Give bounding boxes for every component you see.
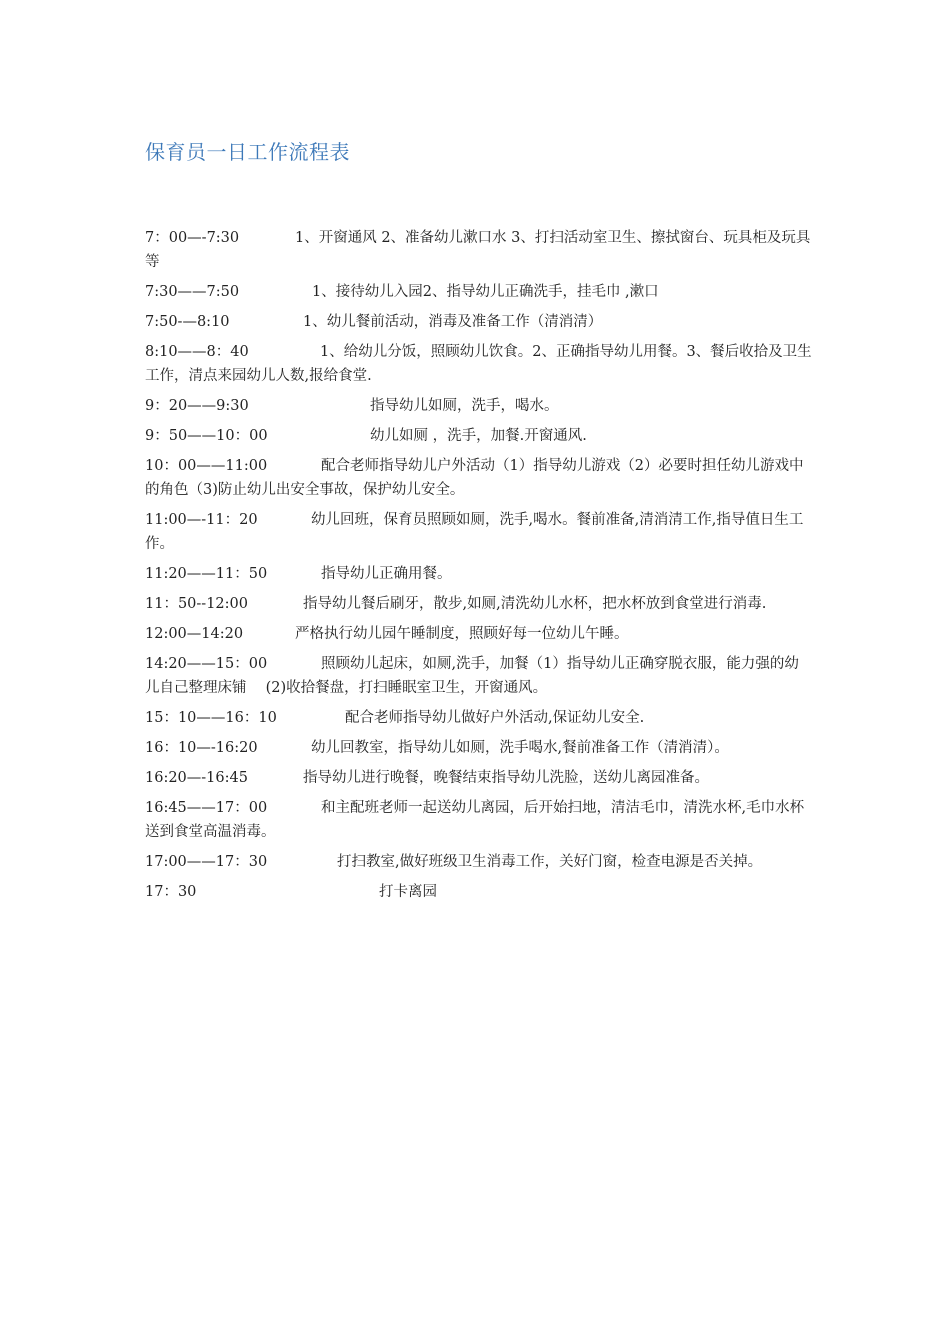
schedule-entry [145, 424, 813, 448]
entry-task: 指导幼儿正确用餐。 [321, 566, 452, 582]
page-title: 保育员一日工作流程表 [145, 140, 350, 164]
schedule-entry [145, 310, 813, 334]
entry-task: 1、开窗通风 2、准备幼儿漱口水 3、打扫活动室卫生、擦拭窗台、玩具柜及玩具等 [145, 230, 811, 270]
entry-task: 幼儿回教室，指导幼儿如厕，洗手喝水,餐前准备工作（清消清）。 [311, 740, 729, 756]
schedule-entry [145, 622, 813, 646]
entry-time: 14:20——15：00 [145, 656, 268, 672]
entry-time: 7:30——7:50 [145, 284, 240, 300]
schedule-entry [145, 562, 813, 586]
entry-time: 8:10——8：40 [145, 344, 249, 360]
schedule-entry [145, 850, 813, 874]
entry-time: 16：10—-16:20 [145, 740, 258, 756]
entry-time: 16:45——17：00 [145, 800, 268, 816]
entry-task: 和主配班老师一起送幼儿离园，后开始扫地，清洁毛巾，清洗水杯,毛巾水杯送到食堂高温消毒。 [145, 800, 805, 840]
entry-time: 7：00—-7:30 [145, 230, 240, 246]
entry-task: 配合老师指导幼儿做好户外活动,保证幼儿安全. [345, 710, 645, 726]
entry-time: 9：20——9:30 [145, 398, 249, 414]
entry-task: 指导幼儿进行晚餐，晚餐结束指导幼儿洗脸，送幼儿离园准备。 [303, 770, 709, 786]
entry-time: 12:00—14:20 [145, 626, 244, 642]
entry-time: 11:20——11：50 [145, 566, 268, 582]
entry-task: 打卡离园 [379, 884, 437, 900]
entry-time: 10：00——11:00 [145, 458, 268, 474]
schedule-entry [145, 508, 813, 556]
entry-time: 9：50——10：00 [145, 428, 268, 444]
entry-time: 7:50-—8:10 [145, 314, 230, 330]
entry-task: 严格执行幼儿园午睡制度，照顾好每一位幼儿午睡。 [295, 626, 629, 642]
entry-time: 15：10——16：10 [145, 710, 277, 726]
entry-task: 指导幼儿如厕，洗手，喝水。 [370, 398, 559, 414]
entry-task: 指导幼儿餐后刷牙，散步,如厕,清洗幼儿水杯，把水杯放到食堂进行消毒. [303, 596, 767, 612]
entry-time: 17：30 [145, 884, 197, 900]
entry-time: 11：50--12:00 [145, 596, 248, 612]
schedule-entry [145, 394, 813, 418]
entry-task: 打扫教室,做好班级卫生消毒工作，关好门窗，检查电源是否关掉。 [337, 854, 763, 870]
schedule-entry [145, 736, 813, 760]
entry-time: 11:00—-11：20 [145, 512, 258, 528]
schedule-entry [145, 880, 813, 904]
schedule-entry [145, 766, 813, 790]
schedule-entry [145, 592, 813, 616]
schedule-entry [145, 796, 813, 844]
entry-task: 1、给幼儿分饭，照顾幼儿饮食。2、正确指导幼儿用餐。3、餐后收拾及卫生工作，清点来园幼儿人数,报给食堂. [145, 344, 812, 384]
schedule-entry [145, 454, 813, 502]
entry-task: 1、幼儿餐前活动，消毒及准备工作（清消清） [303, 314, 603, 330]
entry-task: 幼儿如厕 ，洗手，加餐.开窗通风. [370, 428, 587, 444]
schedule-entry [145, 280, 813, 304]
entry-time: 16:20—-16:45 [145, 770, 248, 786]
schedule-entry [145, 652, 813, 700]
entry-task: 1、接待幼儿入园2、指导幼儿正确洗手，挂毛巾 ,漱口 [312, 284, 659, 300]
schedule-entry [145, 226, 813, 274]
entry-task: 幼儿回班，保育员照顾如厕，洗手,喝水。餐前准备,清消清工作,指导值日生工作。 [145, 512, 804, 552]
schedule-entry [145, 340, 813, 388]
schedule-entry [145, 706, 813, 730]
entry-task: 配合老师指导幼儿户外活动（1）指导幼儿游戏（2）必要时担任幼儿游戏中的角色（3)防止幼儿出安全事故，保护幼儿安全。 [145, 458, 804, 498]
entry-task: 照顾幼儿起床，如厕,洗手，加餐（1）指导幼儿正确穿脱衣服，能力强的幼儿自己整理床铺 (2)收拾餐盘，打扫睡眠室卫生，开窗通风。 [145, 656, 799, 696]
schedule-list [145, 226, 813, 910]
entry-time: 17:00——17：30 [145, 854, 268, 870]
